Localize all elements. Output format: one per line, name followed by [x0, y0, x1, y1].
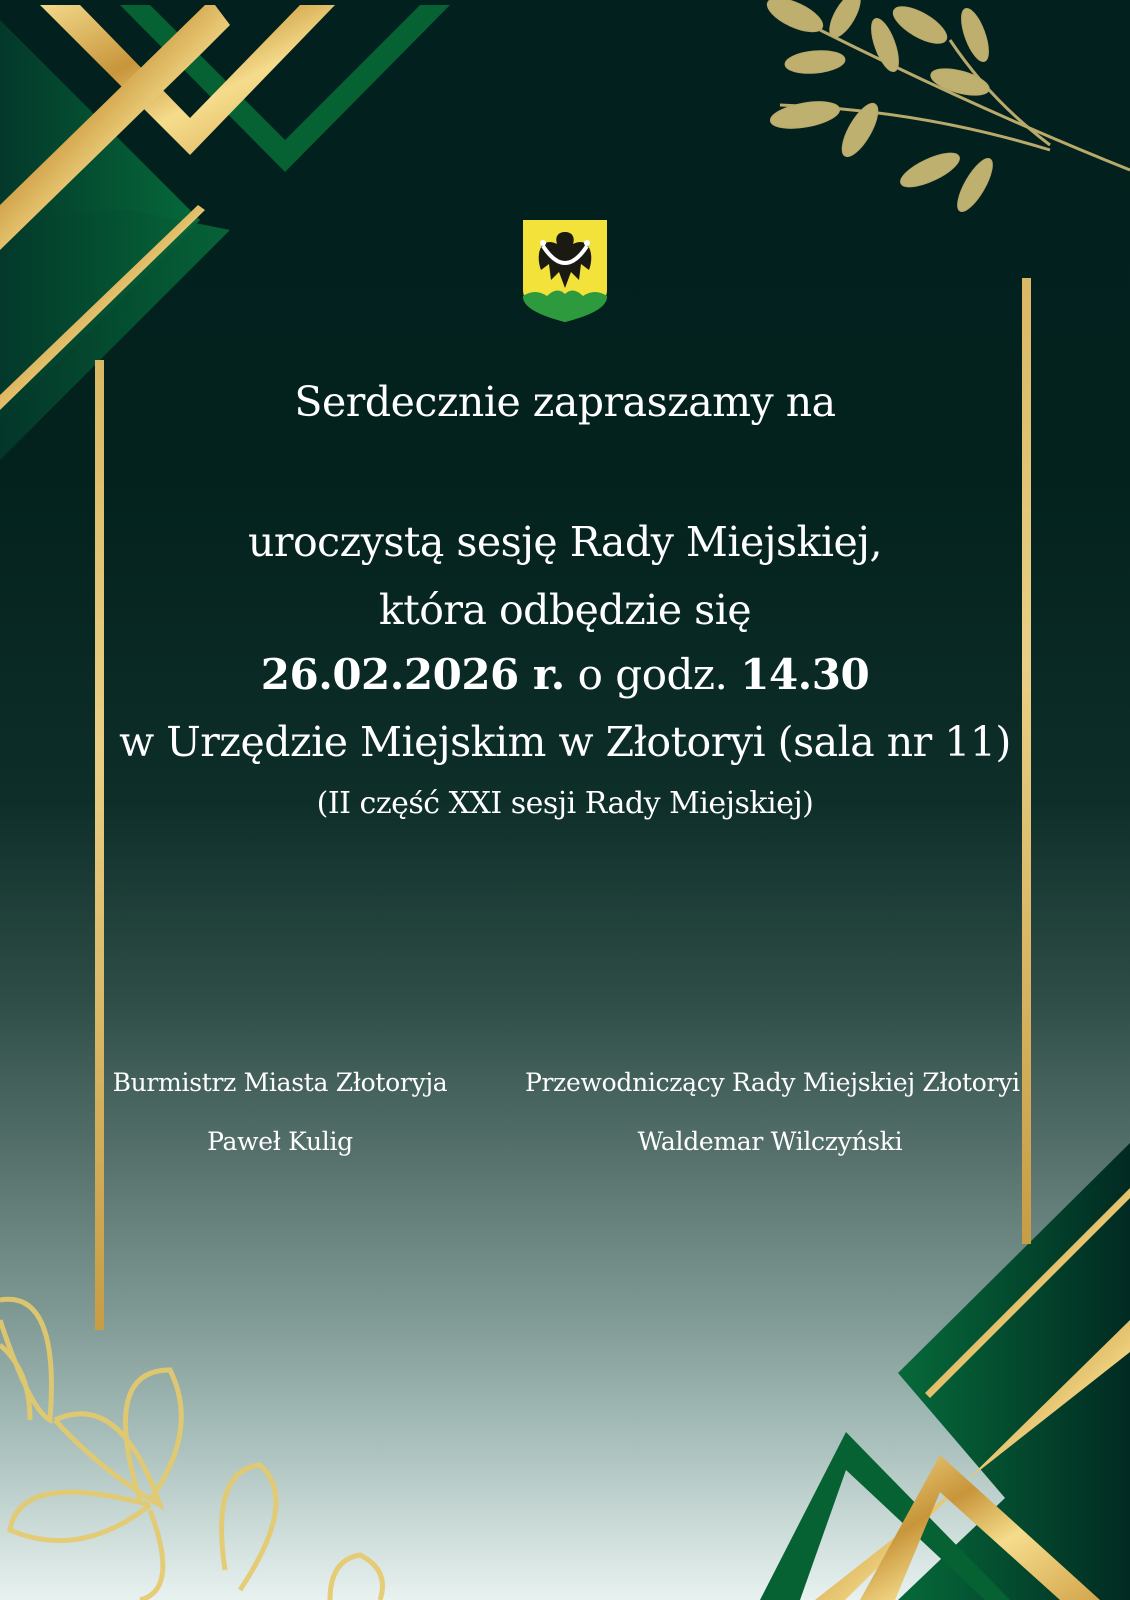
- event-description-line2: która odbędzie się: [378, 586, 752, 634]
- gold-floral-outline: [0, 1299, 383, 1600]
- invitation-intro: Serdecznie zapraszamy na: [294, 378, 836, 426]
- signatory-name: Waldemar Wilczyński: [637, 1127, 903, 1156]
- signatory-title: Przewodniczący Rady Miejskiej Złotoryi: [525, 1068, 1020, 1097]
- signatory-title: Burmistrz Miasta Złotoryja: [112, 1068, 448, 1097]
- event-date: 26.02.2026 r.: [260, 650, 565, 699]
- zlotoryja-coat-of-arms-icon: [521, 218, 609, 324]
- event-location: w Urzędzie Miejskim w Złotoryi (sala nr 11): [119, 718, 1011, 766]
- session-note: (II część XXI sesji Rady Miejskiej): [316, 786, 814, 821]
- time-prefix: o godz.: [577, 650, 728, 699]
- gold-leaf-branch: [763, 0, 1130, 216]
- bottom-right-ornament: [760, 1143, 1130, 1600]
- event-datetime: [0, 650, 1130, 699]
- left-frame-line: [95, 360, 104, 1330]
- event-description-line1: uroczystą sesję Rady Miejskiej,: [247, 518, 883, 566]
- event-time: 14.30: [740, 650, 870, 699]
- signatory-name: Paweł Kulig: [207, 1127, 353, 1156]
